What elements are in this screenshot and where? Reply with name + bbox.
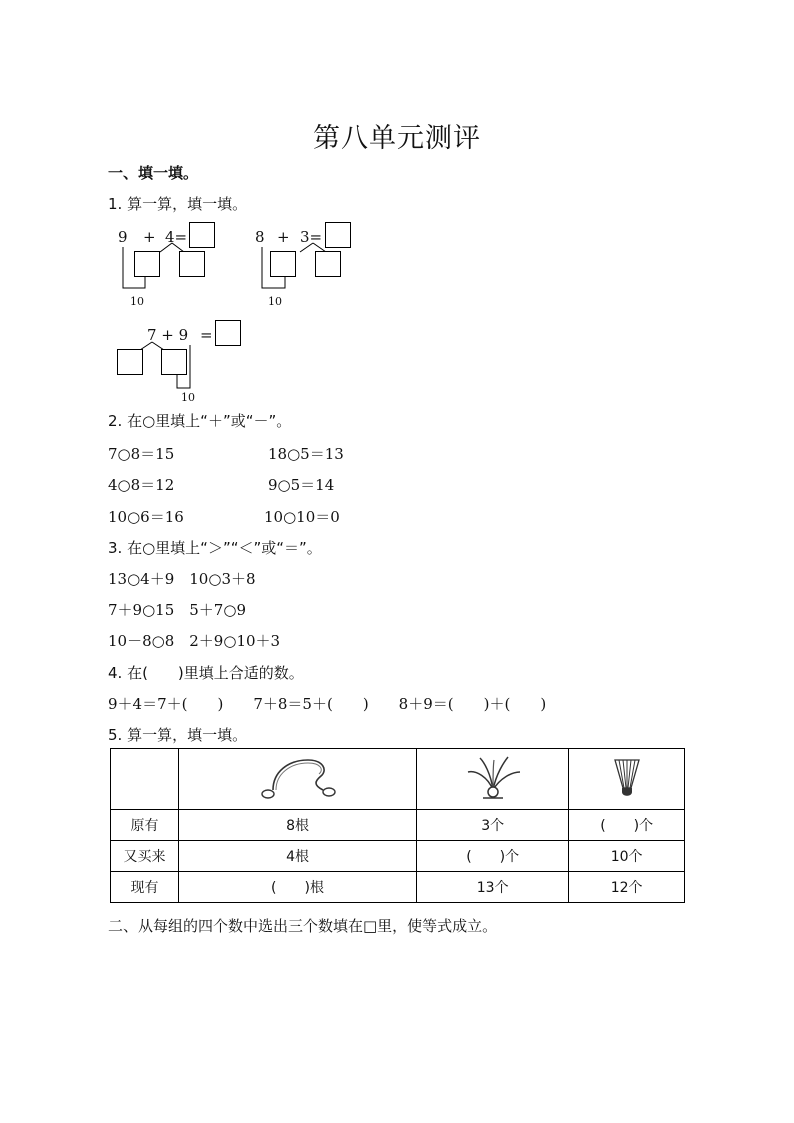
- cell-rope-bought: 4根: [179, 841, 417, 872]
- q2-item-2[interactable]: 18○5＝13: [268, 445, 344, 463]
- cell-shuttle-now: 12个: [569, 872, 685, 903]
- q5-prompt: 5. 算一算，填一填。: [108, 726, 248, 744]
- cell-shuttle-bought: 10个: [569, 841, 685, 872]
- q1a-addend1: 9: [118, 228, 128, 246]
- table-row: [111, 841, 685, 872]
- q1b-addend2: 3=: [300, 228, 323, 246]
- cell-feather-bought[interactable]: ( )个: [417, 841, 569, 872]
- section-1-heading: 一、填一填。: [108, 164, 199, 182]
- q2-item-1[interactable]: 7○8＝15: [108, 445, 175, 463]
- jump-rope-icon: [243, 752, 353, 802]
- table-row: [111, 872, 685, 903]
- q2-item-6[interactable]: 10○10＝0: [264, 508, 340, 526]
- q1b-plus: +: [277, 228, 290, 246]
- table-header-feather: [417, 749, 569, 810]
- table-header-jump-rope: [179, 749, 417, 810]
- q1-prompt: 1. 算一算，填一填。: [108, 195, 248, 213]
- row-label-original: 原有: [111, 810, 179, 841]
- q2-item-3[interactable]: 4○8＝12: [108, 476, 175, 494]
- q3-row-2[interactable]: 7＋9○15 5＋7○9: [108, 601, 246, 619]
- q2-item-5[interactable]: 10○6＝16: [108, 508, 184, 526]
- q1c-expression: 7 + 9: [147, 326, 189, 344]
- cell-rope-now[interactable]: ( )根: [179, 872, 417, 903]
- q1c-split-box-left[interactable]: [117, 349, 143, 375]
- q1b-addend1: 8: [255, 228, 265, 246]
- table-corner-cell: [111, 749, 179, 810]
- q1c-split-box-right[interactable]: [161, 349, 187, 375]
- q4-equations[interactable]: 9＋4＝7＋( ) 7＋8＝5＋( ) 8＋9＝( )＋( ): [108, 695, 547, 713]
- badminton-shuttlecock-icon: [607, 752, 647, 802]
- q1a-plus: +: [143, 228, 156, 246]
- q2-item-4[interactable]: 9○5＝14: [268, 476, 335, 494]
- table-row: [111, 810, 685, 841]
- q1a-split-box-right[interactable]: [179, 251, 205, 277]
- cell-shuttle-original[interactable]: ( )个: [569, 810, 685, 841]
- q1b-answer-box[interactable]: [325, 222, 351, 248]
- q1a-split-box-left[interactable]: [134, 251, 160, 277]
- page-title: 第八单元测评: [313, 123, 481, 154]
- q3-row-3[interactable]: 10－8○8 2＋9○10＋3: [108, 632, 281, 650]
- q5-table: [110, 748, 685, 903]
- shuttlecock-feather-icon: [458, 752, 528, 802]
- row-label-bought: 又买来: [111, 841, 179, 872]
- row-label-now: 现有: [111, 872, 179, 903]
- q2-prompt: 2. 在○里填上“＋”或“－”。: [108, 412, 292, 430]
- q1b-split-box-right[interactable]: [315, 251, 341, 277]
- q1a-ten-label: 10: [130, 295, 144, 308]
- q1a-answer-box[interactable]: [189, 222, 215, 248]
- cell-rope-original: 8根: [179, 810, 417, 841]
- q1b-split-box-left[interactable]: [270, 251, 296, 277]
- cell-feather-now: 13个: [417, 872, 569, 903]
- q1c-equals: =: [200, 326, 213, 344]
- q1c-ten-label: 10: [181, 391, 195, 404]
- q1c-answer-box[interactable]: [215, 320, 241, 346]
- section-2-heading: 二、从每组的四个数中选出三个数填在□里，使等式成立。: [108, 917, 498, 935]
- q1b-ten-label: 10: [268, 295, 282, 308]
- cell-feather-original: 3个: [417, 810, 569, 841]
- q4-prompt: 4. 在( )里填上合适的数。: [108, 664, 304, 682]
- table-header-shuttlecock: [569, 749, 685, 810]
- q3-row-1[interactable]: 13○4＋9 10○3＋8: [108, 570, 256, 588]
- q1a-addend2: 4=: [165, 228, 188, 246]
- q3-prompt: 3. 在○里填上“＞”“＜”或“＝”。: [108, 539, 322, 557]
